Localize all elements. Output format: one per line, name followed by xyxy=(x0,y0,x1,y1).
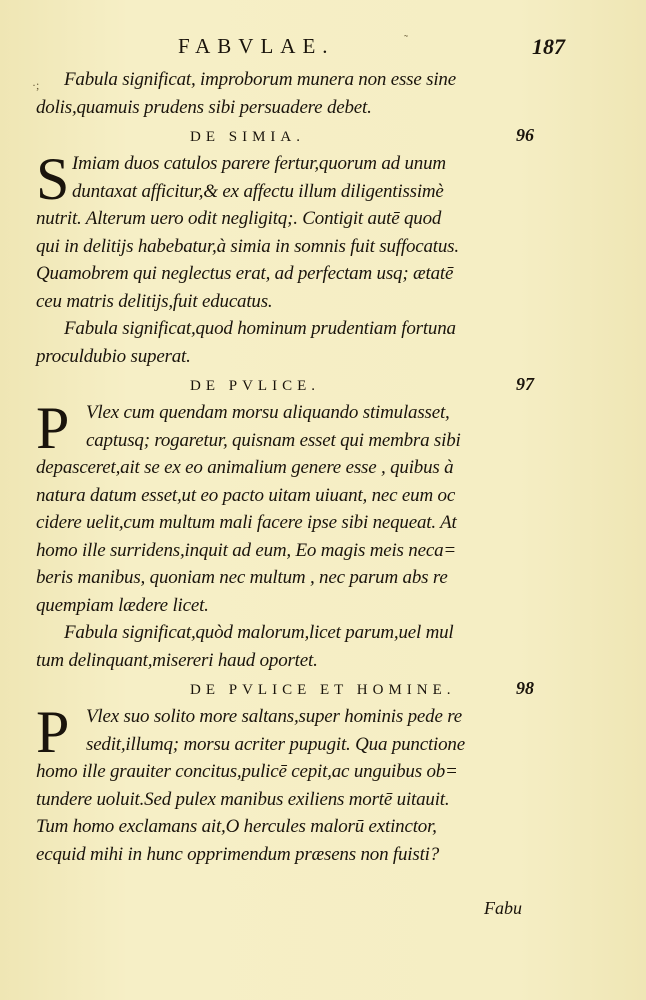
fable-title-text: DE PVLICE. xyxy=(190,378,320,394)
text-line: sedit,illumq; morsu acriter pupugit. Qua punctione xyxy=(86,733,465,755)
margin-mark: ·; xyxy=(32,78,40,92)
text-line: Fabula significat, improborum munera non esse sine xyxy=(64,69,456,90)
text-line: depasceret,ait se ex eo animalium genere esse , quibus à xyxy=(36,457,454,478)
text-line: Tum homo exclamans ait,O hercules malorū extinctor, xyxy=(36,816,437,837)
fable-paragraph xyxy=(36,699,536,868)
fable-title-text: DE SIMIA. xyxy=(190,129,305,145)
text-line: captusq; rogaretur, quisnam esset qui membra sibi xyxy=(86,429,461,451)
moral-paragraph xyxy=(36,66,536,121)
moral-paragraph xyxy=(36,315,536,370)
text-line: Fabula significat,quòd malorum,licet parum,uel mul xyxy=(64,622,454,643)
fable-paragraph xyxy=(36,146,536,315)
text-line: beris manibus, quoniam nec multum , nec parum abs re xyxy=(36,567,448,588)
fable-title-text: DE PVLICE ET HOMINE. xyxy=(190,682,456,698)
text-line: Vlex cum quendam morsu aliquando stimulasset, xyxy=(86,402,450,423)
fable-title xyxy=(36,121,536,150)
ink-mark: ˜ xyxy=(404,32,408,46)
text-line: tum delinquant,misereri haud oportet. xyxy=(36,649,318,671)
text-line: homo ille surridens,inquit ad eum, Eo magis meis neca= xyxy=(36,539,456,561)
text-line: ceu matris delitijs,fuit educatus. xyxy=(36,290,273,312)
fable-number: 98 xyxy=(516,678,534,698)
text-line: quempiam lædere licet. xyxy=(36,594,209,616)
fable-paragraph xyxy=(36,395,536,619)
text-line: ecquid mihi in hunc opprimendum præsens non fuisti? xyxy=(36,843,440,865)
text-line: duntaxat afficitur,& ex affectu illum diligentissimè xyxy=(72,180,444,202)
drop-cap: S xyxy=(36,146,70,212)
fable-number: 97 xyxy=(516,374,534,394)
text-line: Fabula significat,quod hominum prudentiam fortuna xyxy=(64,318,456,339)
text-line: Vlex suo solito more saltans,super hominis pede re xyxy=(86,706,462,727)
catchword: Fabu xyxy=(484,898,522,918)
text-line: homo ille grauiter concitus,pulicē cepit,ac unguibus ob= xyxy=(36,761,458,782)
fable-title xyxy=(36,674,536,703)
fable-title xyxy=(36,370,536,399)
text-line: dolis,quamuis prudens sibi persuadere debet. xyxy=(36,96,372,118)
drop-cap: P xyxy=(36,395,70,461)
text-line: nutrit. Alterum uero odit negligitq;. Contigit autē quod xyxy=(36,208,442,229)
page-text xyxy=(36,66,536,868)
fable-number: 96 xyxy=(516,125,534,145)
text-line: qui in delitijs habebatur,à simia in somnis fuit suffocatus. xyxy=(36,235,459,257)
drop-cap: P xyxy=(36,699,70,765)
running-head: FABVLAE. xyxy=(178,34,335,58)
page-header xyxy=(0,34,646,64)
moral-paragraph xyxy=(36,619,536,674)
text-line: Imiam duos catulos parere fertur,quorum ad unum xyxy=(72,153,446,174)
text-line: Quamobrem qui neglectus erat, ad perfectam usq; ætatē xyxy=(36,263,454,284)
text-line: tundere uoluit.Sed pulex manibus exiliens mortē uitauit. xyxy=(36,788,450,810)
text-line: cidere uelit,cum multum mali facere ipse sibi nequeat. At xyxy=(36,512,457,533)
text-line: natura datum esset,ut eo pacto uitam uiuant, nec eum oc xyxy=(36,484,456,506)
text-line: proculdubio superat. xyxy=(36,345,191,367)
page-number: 187 xyxy=(532,34,565,59)
